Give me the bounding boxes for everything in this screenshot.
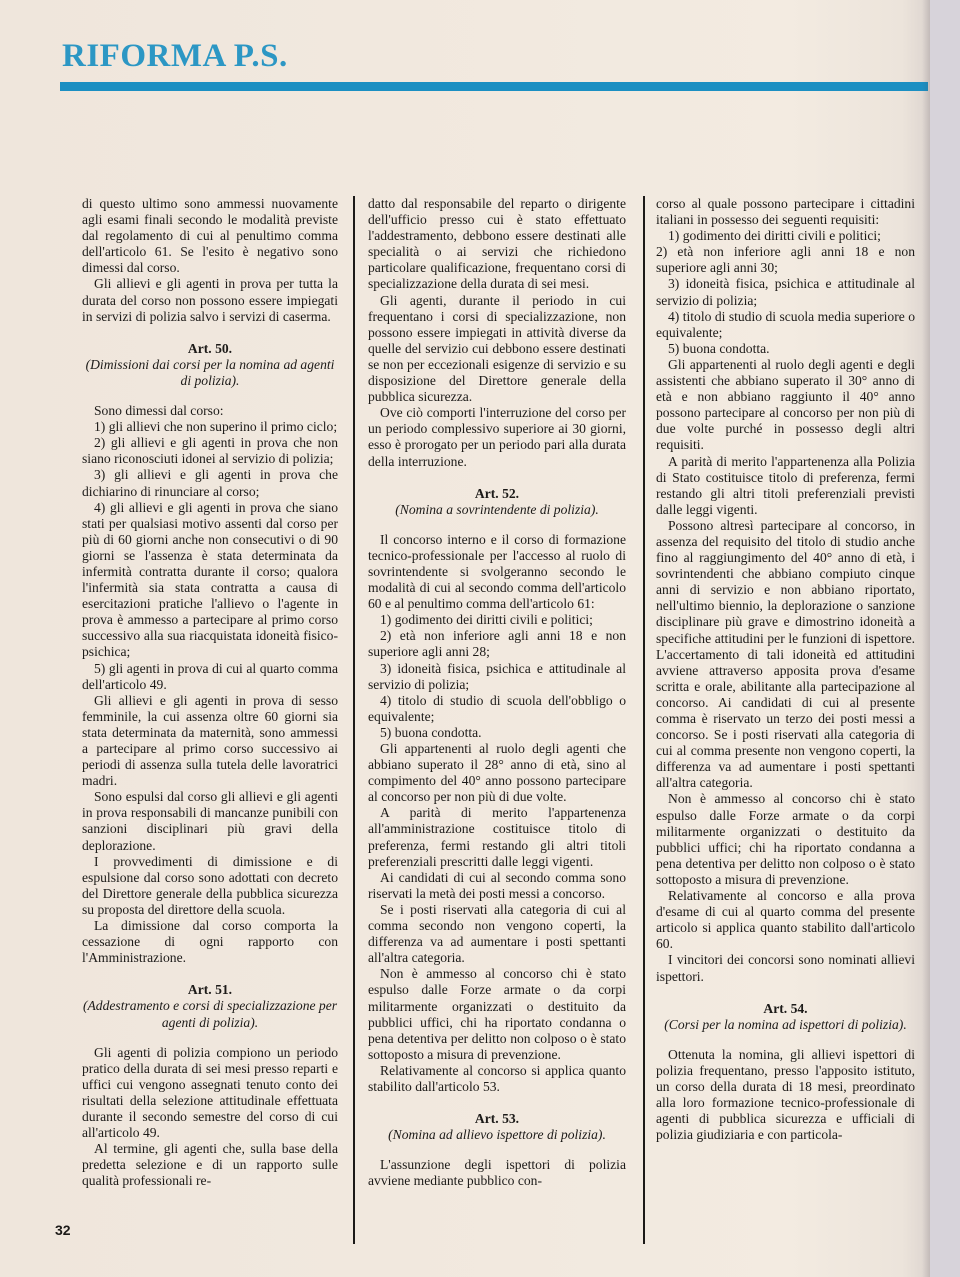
article-heading: Art. 54. xyxy=(763,1000,808,1016)
article-heading: Art. 51. xyxy=(187,982,233,998)
paragraph: 1) godimento dei diritti civili e politici; xyxy=(380,612,593,628)
paragraph: A parità di merito l'appartenenza all'amministrazione costituisce titolo di preferenza, fermi restando gli altri titoli preferenziali prescritti dalle leggi vigenti. xyxy=(368,805,626,869)
paragraph: Gli appartenenti al ruolo degli agenti che abbiano superato il 28° anno di età, sino al compimento del 40° anno possono partecipare al concorso per non più di due volte. xyxy=(368,741,626,805)
paragraph: Gli appartenenti al ruolo degli agenti e degli assistenti che abbiano superato il 30° anno di età e non abbiano raggiunto il 40° anno possono partecipare al concorso per non più di due volte purché in possesso degli altri requisiti. xyxy=(656,356,915,453)
article-subtitle: (Nomina a sovrintendente di polizia). xyxy=(395,501,599,517)
paragraph: Gli agenti di polizia compiono un periodo pratico della durata di sei mesi presso reparti e uffici cui vengono assegnati tenuto conto dei risultati della selezione attitudinale effettuata durante il secondo semestre del corso di cui all'articolo 49. xyxy=(82,1044,338,1141)
paragraph: Sono espulsi dal corso gli allievi e gli agenti in prova responsabili di mancanze punibili con sanzioni disciplinari più gravi della deplorazione. xyxy=(82,789,338,853)
paragraph: Sono dimessi dal corso: xyxy=(94,403,224,419)
paragraph: 1) godimento dei diritti civili e politici; xyxy=(668,228,881,244)
paragraph: Gli agenti, durante il periodo in cui frequentano i corsi di specializzazione, non possono essere impiegati in attività diverse da quelle del servizio cui debbono essere destinati se non per eccezionali esigenze di servizio e su disposizione del Direttore generale della pubblica sicurezza. xyxy=(368,292,626,405)
article-heading: Art. 50. xyxy=(187,340,233,356)
article-heading: Art. 52. xyxy=(474,485,520,501)
masthead-rule xyxy=(60,82,928,91)
paragraph: 1) gli allievi che non superino il primo ciclo; xyxy=(94,419,338,435)
paragraph: Se i posti riservati alla categoria di cui al comma secondo non vengono coperti, la differenza va ad aumentare i posti spettanti all'altra categoria. xyxy=(368,901,626,966)
paragraph: Possono altresì partecipare al concorso, in assenza del requisito del titolo di studio anche fino al raggiungimento del 40° anno di età, i sovrintendenti che abbiano compiuto cinque anni di servizio e non abbiano riportato, nell'ultimo biennio, la deplorazione o sanzione disciplinare più grave e dimostrino idoneità a specifiche attitudini per le funzioni di ispettore. L'accertamento di tali idoneità ed attitudini avviene attraverso apposita prova d'esame scritta e orale, abilitante alla partecipazione al concorso. Ai candidati di cui al presente comma è riservato un terzo dei posti messi a concorso. Se i posti riservati alla categoria di cui al comma presente non vengono coperti, la differenza va ad aumentare i posti spettanti all'altra categoria. xyxy=(656,517,915,791)
text-column-2 xyxy=(368,196,626,1189)
paragraph: L'assunzione degli ispettori di polizia avviene mediante pubblico con- xyxy=(368,1157,626,1189)
column-divider-1 xyxy=(353,196,355,1244)
page-number: 32 xyxy=(55,1222,71,1238)
paragraph: 2) età non inferiore agli anni 18 e non superiore agli anni 28; xyxy=(368,628,626,660)
paragraph: 5) buona condotta. xyxy=(380,724,482,740)
paragraph: Ottenuta la nomina, gli allievi ispettori di polizia frequentano, presso l'apposito istituto, un corso della durata di 18 mesi, preordinato alla loro formazione tecnico-professionale di agenti di pubblica sicurezza e ufficiali di polizia giudiziaria e con particola- xyxy=(656,1046,915,1143)
article-heading: Art. 53. xyxy=(474,1111,520,1127)
column-divider-2 xyxy=(643,196,645,1244)
paragraph: Il concorso interno e il corso di formazione tecnico-professionale per l'accesso al ruolo di sovrintendente si svolgeranno secondo le modalità di cui al secondo comma dell'articolo 60 e al penultimo comma dell'articolo 61: xyxy=(368,531,626,612)
paragraph: 3) gli allievi e gli agenti in prova che dichiarino di rinunciare al corso; xyxy=(82,467,338,499)
paragraph: A parità di merito l'appartenenza alla Polizia di Stato costituisce titolo di preferenza, fermi restando gli altri titoli preferenziali previsti dalle leggi vigenti. xyxy=(656,453,915,517)
paragraph: 2) gli allievi e gli agenti in prova che non siano riconosciuti idonei al servizio di polizia; xyxy=(82,435,338,467)
paragraph: 2) età non inferiore agli anni 18 e non superiore agli anni 30; xyxy=(656,244,915,276)
article-subtitle: (Dimissioni dai corsi per la nomina ad agenti di polizia). xyxy=(85,356,335,388)
paragraph: I vincitori dei concorsi sono nominati allievi ispettori. xyxy=(656,952,915,984)
paragraph: Relativamente al concorso si applica quanto stabilito dall'articolo 53. xyxy=(368,1062,626,1094)
paragraph: 3) idoneità fisica, psichica e attitudinale al servizio di polizia; xyxy=(368,660,626,692)
paragraph: 5) gli agenti in prova di cui al quarto comma dell'articolo 49. xyxy=(82,660,338,692)
text-column-3 xyxy=(656,196,915,1143)
masthead-title: RIFORMA P.S. xyxy=(62,38,288,74)
paragraph: datto dal responsabile del reparto o dirigente dell'ufficio presso cui è stato effettuato l'addestramento, debbono essere destinati alle specialità o ai servizi che richiedono particolare qualificazione, frequentano corsi di specializzazione della durata di sei mesi. xyxy=(368,196,626,292)
paragraph: Gli allievi e gli agenti in prova per tutta la durata del corso non possono essere impiegati in servizi di polizia salvo i servizi di caserma. xyxy=(82,276,338,324)
paragraph: 4) titolo di studio di scuola dell'obbligo o equivalente; xyxy=(368,692,626,724)
article-subtitle: (Nomina ad allievo ispettore di polizia). xyxy=(388,1127,606,1143)
paragraph: Ai candidati di cui al secondo comma sono riservati la metà dei posti messi a concorso. xyxy=(368,869,626,901)
paragraph: Gli allievi e gli agenti in prova di sesso femminile, la cui assenza oltre 60 giorni sia stata determinata da maternità, sono ammessi a partecipare al primo corso successivo ai periodi di assenza sulla tutela delle lavoratrici madri. xyxy=(82,692,338,789)
paragraph: La dimissione dal corso comporta la cessazione di ogni rapporto con l'Amministrazione. xyxy=(82,918,338,966)
text-column-1 xyxy=(82,196,338,1189)
paragraph: 3) idoneità fisica, psichica e attitudinale al servizio di polizia; xyxy=(656,276,915,308)
paragraph: I provvedimenti di dimissione e di espulsione dal corso sono adottati con decreto del Direttore generale della pubblica sicurezza su proposta del direttore della scuola. xyxy=(82,853,338,917)
paragraph: Al termine, gli agenti che, sulla base della predetta selezione e di un rapporto sulle qualità professionali re- xyxy=(82,1141,338,1189)
article-subtitle: (Addestramento e corsi di specializzazione per agenti di polizia). xyxy=(82,998,338,1030)
paragraph: Ove ciò comporti l'interruzione del corso per un periodo complessivo superiore ai 30 giorni, esso è prorogato per un periodo pari alla durata della interruzione. xyxy=(368,405,626,469)
paragraph: 4) gli allievi e gli agenti in prova che siano stati per qualsiasi motivo assenti dal corso per più di 60 giorni anche non consecutivi o di 90 giorni se l'assenza è stata determinata da infermità contratta durante il corso; qualora l'infermità sia stata contratta a causa di esercitazioni pratiche l'allievo o l'agente in prova è ammesso a partecipare al primo corso successivo alla sua riacquistata idoneità fisico-psichica; xyxy=(82,499,338,660)
paragraph: Non è ammesso al concorso chi è stato espulso dalle Forze armate o da corpi militarmente organizzati o destituito da pubblici uffici; chi ha riportato condanna a pena detentiva per delitto non colposo o è stato sottoposto a misura di prevenzione. xyxy=(656,791,915,887)
paragraph: 4) titolo di studio di scuola media superiore o equivalente; xyxy=(656,308,915,340)
paragraph: di questo ultimo sono ammessi nuovamente agli esami finali secondo le modalità previste dal regolamento di cui al penultimo comma dell'articolo 61. Se l'esito è negativo sono dimessi dal corso. xyxy=(82,196,338,276)
paragraph: Relativamente al concorso e alla prova d'esame di cui al quarto comma del presente articolo si applica quanto stabilito dall'articolo 60. xyxy=(656,888,915,952)
paragraph: corso al quale possono partecipare i cittadini italiani in possesso dei seguenti requisiti: xyxy=(656,196,915,228)
paragraph: Non è ammesso al concorso chi è stato espulso dalle Forze armate o da corpi militarmente organizzati o destituito da pubblici uffici, chi ha riportato condanna o pena detentiva per delitto non colposo o è stato sottoposto a misura di prevenzione. xyxy=(368,966,626,1062)
article-subtitle: (Corsi per la nomina ad ispettori di polizia). xyxy=(664,1016,907,1032)
paragraph: 5) buona condotta. xyxy=(668,340,770,356)
